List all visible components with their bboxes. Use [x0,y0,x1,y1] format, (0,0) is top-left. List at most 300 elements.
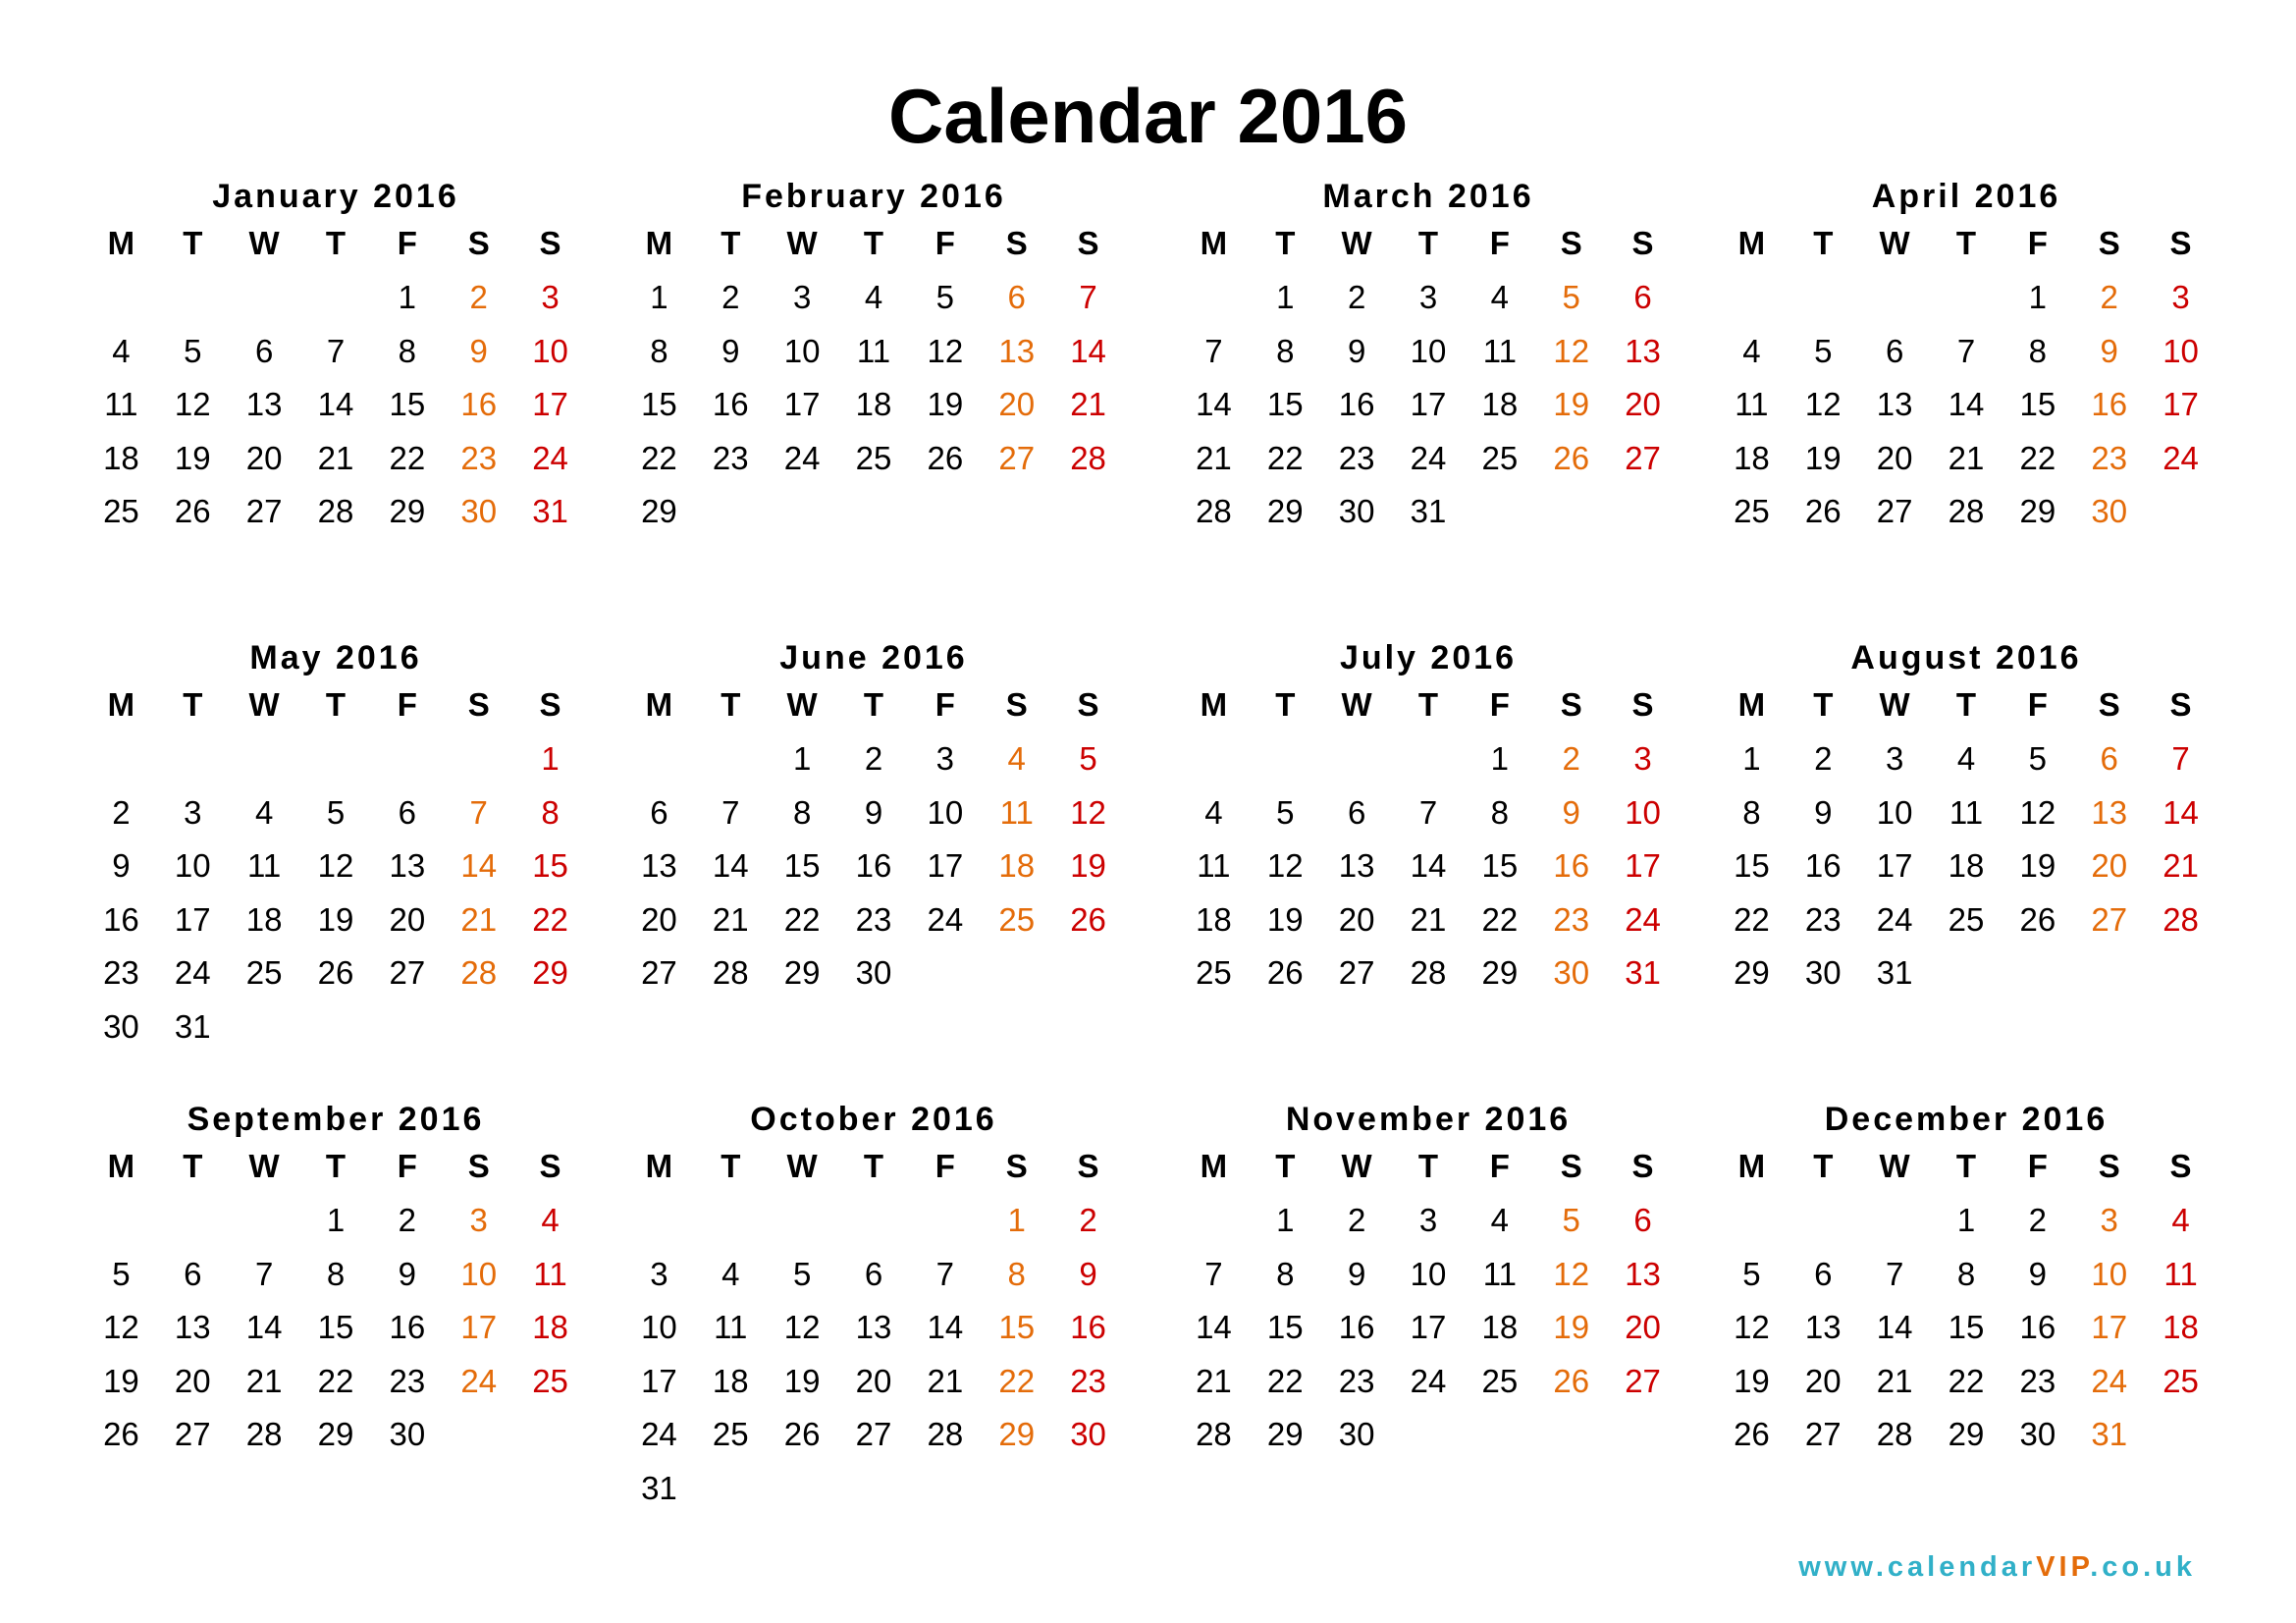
day-cell: 1 [1742,740,1761,777]
day-cell: 19 [1266,900,1304,938]
day-cell: 3 [1418,279,1438,315]
empty-day-cell [300,271,372,325]
day-cell: 15 [389,386,426,423]
day-cell: 9 [2028,1255,2048,1292]
day-cell: 30 [103,1007,139,1045]
day-cell: 21 [1410,900,1447,938]
month-title: July 2016 [1339,639,1518,676]
weekday-header: W [1341,225,1372,261]
day-cell: 29 [1266,1416,1304,1453]
day-cell: 8 [650,332,668,369]
day-cell: 1 [1276,1202,1295,1238]
weekday-header: F [2027,225,2048,261]
day-cell: 27 [1804,1416,1842,1453]
weekday-header: S [1560,1148,1582,1184]
day-cell: 11 [1197,847,1231,885]
month-grid [623,216,1124,539]
weekday-header: S [2098,1148,2120,1184]
weekday-header: T [1813,225,1834,261]
day-cell: 21 [1948,439,1985,476]
day-cell: 14 [1410,847,1447,885]
day-cell: 16 [855,847,892,885]
day-cell: 26 [1734,1416,1770,1453]
day-cell: 15 [783,847,821,885]
day-cell: 12 [1553,332,1590,369]
day-cell: 19 [174,439,211,476]
month-title: August 2016 [1850,639,2082,676]
day-cell: 2 [1347,279,1366,315]
month-title: November 2016 [1285,1101,1572,1138]
empty-day-cell [838,1194,910,1248]
weekday-header: W [1879,225,1910,261]
weekday-header: S [1631,225,1654,261]
day-cell: 3 [1633,740,1652,777]
day-cell: 2 [2028,1202,2048,1238]
weekday-header: S [1005,1148,1028,1184]
day-cell: 25 [2163,1362,2199,1399]
day-cell: 25 [998,900,1036,938]
day-cell: 15 [998,1309,1036,1346]
day-cell: 1 [2028,279,2048,315]
day-cell: 21 [245,1362,283,1399]
weekday-header: M [1737,686,1766,723]
weekday-header: S [467,686,490,723]
day-cell: 30 [1804,954,1842,992]
day-cell: 16 [2091,386,2128,423]
empty-day-cell [1716,271,1788,325]
weekday-header: S [539,686,561,723]
day-cell: 4 [1490,1202,1510,1238]
day-cell: 25 [1196,954,1232,992]
day-cell: 2 [2100,279,2118,315]
month-block [1178,638,1679,1001]
day-cell: 1 [1490,740,1510,777]
day-cell: 7 [469,793,488,831]
day-cell: 7 [1418,793,1438,831]
day-cell: 22 [532,900,568,938]
empty-day-cell [1859,271,1931,325]
day-cell: 16 [2019,1309,2056,1346]
day-cell: 4 [864,279,883,315]
day-cell: 15 [317,1309,354,1346]
day-cell: 27 [855,1416,892,1453]
page-title: Calendar 2016 [888,73,1408,159]
day-cell: 6 [650,793,668,831]
weekday-header: T [1275,686,1296,723]
weekday-header: T [863,225,884,261]
day-cell: 13 [1338,847,1375,885]
day-cell: 27 [641,954,677,992]
day-cell: 7 [326,332,346,369]
day-cell: 23 [855,900,892,938]
day-cell: 29 [389,493,426,530]
day-cell: 13 [245,386,283,423]
weekday-header: W [1879,686,1910,723]
weekday-header: W [248,686,280,723]
day-cell: 23 [2019,1362,2056,1399]
day-cell: 19 [1553,386,1590,423]
day-cell: 20 [389,900,426,938]
weekday-header: T [1955,1148,1977,1184]
day-cell: 17 [1876,847,1913,885]
day-cell: 10 [1876,793,1913,831]
day-cell: 18 [245,900,283,938]
day-cell: 10 [174,847,211,885]
day-cell: 5 [326,793,346,831]
day-cell: 5 [1276,793,1295,831]
day-cell: 5 [1562,279,1580,315]
day-cell: 1 [326,1202,346,1238]
day-cell: 29 [783,954,821,992]
day-cell: 24 [1625,900,1661,938]
day-cell: 20 [998,386,1036,423]
day-cell: 12 [2019,793,2056,831]
weekday-header: T [183,686,203,723]
month-grid [1178,677,1679,1001]
day-cell: 29 [2019,493,2056,530]
day-cell: 21 [2163,847,2199,885]
day-cell: 17 [641,1362,677,1399]
day-cell: 8 [1276,1255,1295,1292]
empty-day-cell [229,271,300,325]
day-cell: 19 [1070,847,1106,885]
weekday-header: T [1417,225,1439,261]
empty-day-cell [1393,732,1465,786]
day-cell: 3 [2171,279,2190,315]
weekday-header: M [1200,686,1228,723]
empty-day-cell [229,1194,300,1248]
weekday-header: S [2169,225,2192,261]
day-cell: 23 [1338,439,1375,476]
empty-day-cell [623,1194,695,1248]
day-cell: 2 [1814,740,1833,777]
day-cell: 21 [1196,439,1232,476]
day-cell: 12 [1553,1255,1590,1292]
day-cell: 8 [1007,1255,1026,1292]
weekday-header: S [1560,225,1582,261]
day-cell: 4 [254,793,274,831]
day-cell: 19 [1734,1362,1770,1399]
day-cell: 20 [641,900,677,938]
day-cell: 18 [1734,439,1770,476]
weekday-header: M [1200,225,1228,261]
month-grid [1716,216,2216,539]
day-cell: 23 [1338,1362,1375,1399]
month-title: September 2016 [187,1101,485,1138]
day-cell: 22 [1266,439,1304,476]
day-cell: 1 [398,279,417,315]
day-cell: 2 [1347,1202,1366,1238]
weekday-header: M [107,1148,135,1184]
day-cell: 15 [532,847,568,885]
day-cell: 15 [1948,1309,1985,1346]
day-cell: 6 [1633,1202,1652,1238]
day-cell: 6 [1347,793,1366,831]
day-cell: 21 [1196,1362,1232,1399]
day-cell: 20 [1804,1362,1842,1399]
day-cell: 17 [460,1309,498,1346]
day-cell: 28 [927,1416,964,1453]
day-cell: 23 [389,1362,426,1399]
month-title: April 2016 [1871,178,2061,215]
day-cell: 3 [935,740,955,777]
day-cell: 21 [927,1362,964,1399]
weekday-header: T [863,686,884,723]
day-cell: 23 [712,439,749,476]
day-cell: 14 [460,847,498,885]
day-cell: 10 [532,332,568,369]
day-cell: 1 [1276,279,1295,315]
day-cell: 5 [935,279,955,315]
day-cell: 10 [460,1255,498,1292]
day-cell: 24 [783,439,821,476]
month-block [1716,1100,2216,1462]
day-cell: 6 [1814,1255,1833,1292]
day-cell: 17 [1625,847,1661,885]
day-cell: 14 [1070,332,1106,369]
month-grid [1178,1139,1679,1462]
day-cell: 27 [2091,900,2128,938]
day-cell: 28 [245,1416,283,1453]
day-cell: 31 [641,1469,677,1506]
day-cell: 24 [174,954,211,992]
day-cell: 29 [532,954,568,992]
day-cell: 5 [792,1255,812,1292]
day-cell: 10 [2091,1255,2128,1292]
day-cell: 31 [2091,1416,2128,1453]
day-cell: 24 [2091,1362,2128,1399]
day-cell: 2 [721,279,740,315]
weekday-header: F [2027,1148,2048,1184]
day-cell: 12 [174,386,211,423]
day-cell: 29 [641,493,677,530]
day-cell: 5 [1079,740,1097,777]
day-cell: 10 [1625,793,1661,831]
day-cell: 18 [532,1309,568,1346]
day-cell: 5 [2028,740,2048,777]
weekday-header: S [2169,686,2192,723]
footer-url-suffix: .co.uk [2090,1551,2196,1583]
day-cell: 20 [855,1362,892,1399]
day-cell: 3 [792,279,812,315]
weekday-header: M [645,225,673,261]
day-cell: 25 [712,1416,749,1453]
empty-day-cell [909,1194,981,1248]
day-cell: 21 [1876,1362,1913,1399]
day-cell: 18 [2163,1309,2199,1346]
day-cell: 14 [1196,1309,1232,1346]
day-cell: 8 [792,793,812,831]
day-cell: 11 [533,1255,567,1292]
day-cell: 19 [1804,439,1842,476]
empty-day-cell [300,732,372,786]
day-cell: 26 [1804,493,1842,530]
day-cell: 12 [1734,1309,1770,1346]
weekday-header: T [1955,686,1977,723]
month-block [85,638,586,1055]
day-cell: 27 [245,493,283,530]
day-cell: 29 [317,1416,354,1453]
day-cell: 7 [254,1255,274,1292]
day-cell: 7 [721,793,740,831]
month-block [623,1100,1124,1516]
day-cell: 8 [541,793,560,831]
day-cell: 17 [2091,1309,2128,1346]
day-cell: 11 [2163,1255,2198,1292]
day-cell: 31 [532,493,568,530]
day-cell: 11 [1949,793,1984,831]
month-title: May 2016 [249,639,422,676]
day-cell: 16 [1338,386,1375,423]
day-cell: 15 [1481,847,1519,885]
day-cell: 11 [856,332,891,369]
day-cell: 30 [460,493,498,530]
weekday-header: T [183,225,203,261]
day-cell: 24 [1876,900,1913,938]
weekday-header: W [248,225,280,261]
weekday-header: T [721,686,741,723]
day-cell: 3 [2100,1202,2118,1238]
weekday-header: M [107,686,135,723]
weekday-header: S [539,1148,561,1184]
empty-day-cell [443,732,514,786]
day-cell: 4 [112,332,131,369]
day-cell: 8 [326,1255,346,1292]
empty-day-cell [623,732,695,786]
weekday-header: W [1341,1148,1372,1184]
day-cell: 4 [541,1202,560,1238]
day-cell: 9 [721,332,740,369]
day-cell: 10 [1410,332,1447,369]
day-cell: 25 [1948,900,1985,938]
month-block [1178,1100,1679,1462]
day-cell: 29 [1481,954,1519,992]
day-cell: 10 [641,1309,677,1346]
empty-day-cell [1859,1194,1931,1248]
day-cell: 3 [1418,1202,1438,1238]
day-cell: 16 [712,386,749,423]
day-cell: 26 [927,439,964,476]
day-cell: 21 [1070,386,1106,423]
day-cell: 16 [1804,847,1842,885]
day-cell: 18 [855,386,892,423]
day-cell: 7 [1885,1255,1904,1292]
day-cell: 13 [1876,386,1913,423]
day-cell: 30 [1338,1416,1375,1453]
weekday-header: F [934,225,955,261]
weekday-header: W [786,225,818,261]
day-cell: 26 [1553,1362,1590,1399]
day-cell: 28 [712,954,749,992]
weekday-header: T [325,686,347,723]
day-cell: 15 [1734,847,1770,885]
month-grid [85,677,586,1055]
day-cell: 22 [1266,1362,1304,1399]
day-cell: 25 [855,439,892,476]
day-cell: 1 [541,740,560,777]
footer-url-prefix: www.calendar [1798,1551,2037,1583]
day-cell: 11 [1482,332,1517,369]
day-cell: 8 [398,332,417,369]
day-cell: 10 [2163,332,2199,369]
day-cell: 2 [1562,740,1580,777]
day-cell: 31 [1876,954,1913,992]
day-cell: 3 [541,279,560,315]
weekday-header: S [1077,225,1099,261]
day-cell: 24 [460,1362,498,1399]
month-grid [85,216,586,539]
day-cell: 10 [927,793,964,831]
day-cell: 6 [2100,740,2118,777]
weekday-header: M [645,686,673,723]
day-cell: 17 [532,386,568,423]
day-cell: 14 [1876,1309,1913,1346]
weekday-header: S [1005,686,1028,723]
day-cell: 11 [999,793,1034,831]
empty-day-cell [157,271,229,325]
footer-url[interactable] [1798,1549,2196,1585]
day-cell: 27 [998,439,1036,476]
weekday-header: S [1005,225,1028,261]
day-cell: 16 [1553,847,1590,885]
empty-day-cell [371,732,443,786]
empty-day-cell [1788,1194,1859,1248]
empty-day-cell [85,1194,157,1248]
month-block [623,638,1124,1001]
weekday-header: W [786,1148,818,1184]
day-cell: 3 [184,793,202,831]
day-cell: 31 [1625,954,1661,992]
weekday-header: T [325,1148,347,1184]
day-cell: 10 [783,332,821,369]
day-cell: 9 [1347,332,1366,369]
day-cell: 23 [103,954,139,992]
weekday-header: S [467,225,490,261]
month-block [623,177,1124,539]
weekday-header: F [1489,686,1510,723]
day-cell: 12 [317,847,354,885]
day-cell: 26 [1266,954,1304,992]
day-cell: 6 [1007,279,1026,315]
month-block [85,177,586,539]
month-block [85,1100,586,1462]
day-cell: 21 [712,900,749,938]
day-cell: 12 [1266,847,1304,885]
day-cell: 4 [1956,740,1976,777]
day-cell: 17 [927,847,964,885]
day-cell: 24 [1410,439,1447,476]
day-cell: 26 [103,1416,139,1453]
day-cell: 14 [317,386,354,423]
day-cell: 7 [1956,332,1976,369]
day-cell: 9 [469,332,488,369]
weekday-header: T [863,1148,884,1184]
day-cell: 28 [2163,900,2199,938]
weekday-header: F [397,225,417,261]
weekday-header: W [1879,1148,1910,1184]
weekday-header: S [1077,686,1099,723]
day-cell: 26 [174,493,211,530]
day-cell: 17 [2163,386,2199,423]
weekday-header: T [1813,1148,1834,1184]
weekday-header: S [1631,686,1654,723]
weekday-header: S [539,225,561,261]
empty-day-cell [1788,271,1859,325]
day-cell: 26 [2019,900,2056,938]
weekday-header: F [934,1148,955,1184]
empty-day-cell [1716,1194,1788,1248]
day-cell: 24 [2163,439,2199,476]
